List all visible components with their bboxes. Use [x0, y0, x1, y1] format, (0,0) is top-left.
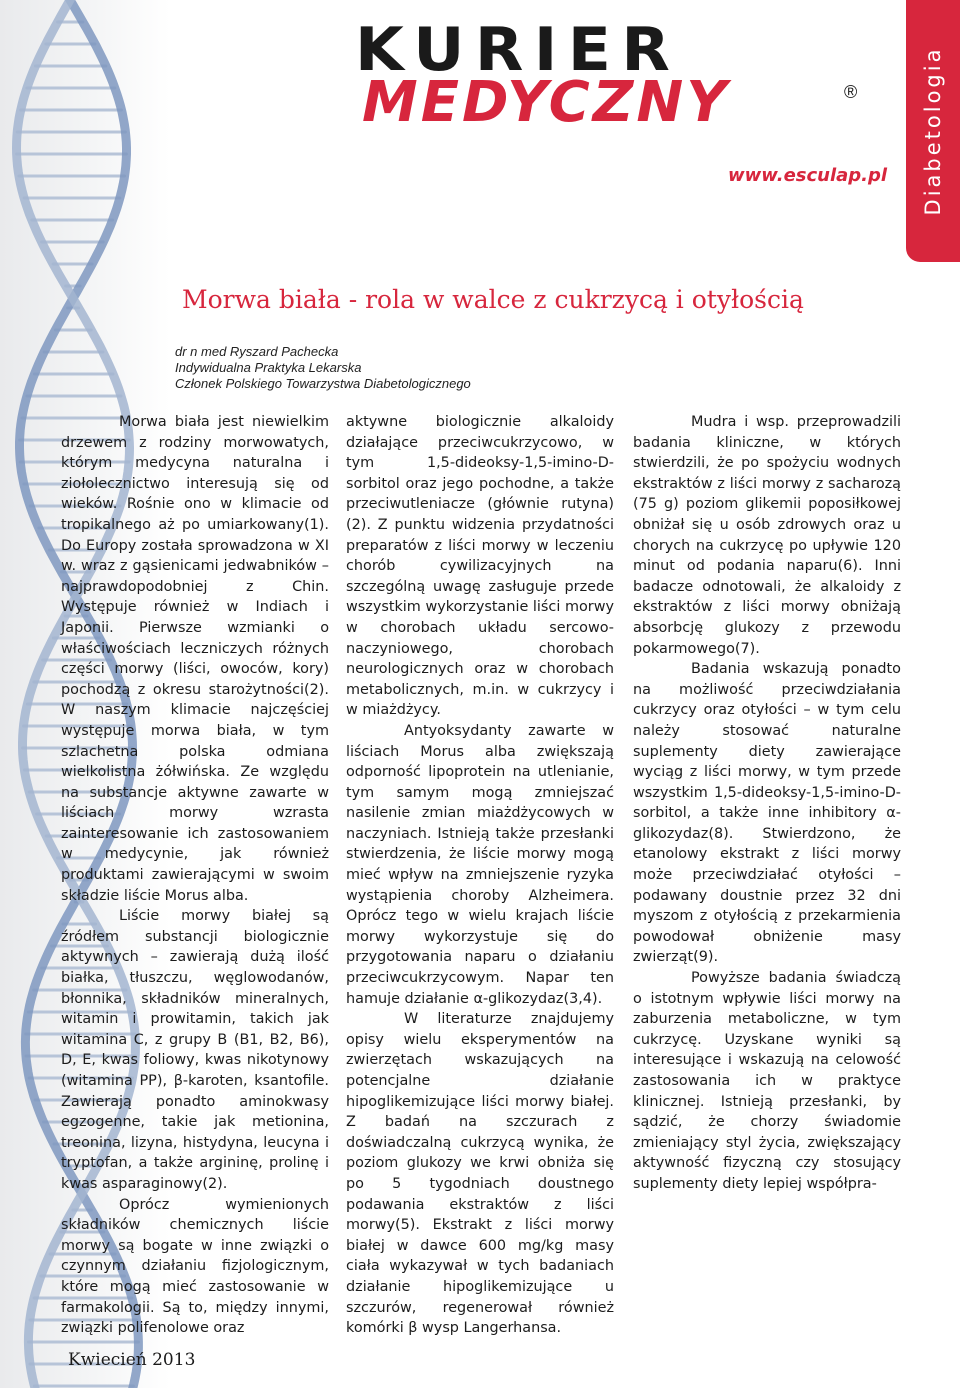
- paragraph: Antyoksydanty zawarte w liściach Morus alba zwiększają odporność lipoprotein na utlenianie, tym samym mogą zmniejszać nasilenie zmian miażdżycowych w naczyniach. Istnieją także przesłanki stwierdzenia, że liście morwy mogą mieć wpływ na zmniejszenie ryzyka wystąpienia choroby Alzheimera. Oprócz tego w wielu krajach liście morwy wykorzystuje się do przygotowania naparu o działaniu przeciwcukrzycowym. Napar ten hamuje działanie α-glikozydaz(3,4).: [346, 722, 614, 1007]
- paragraph: aktywne biologicznie alkaloidy działające przeciwcukrzycowo, w tym 1,5-dideoksy-1,5-imino-D-sorbitol oraz jego pochodne, a także przeciwutleniacze (głównie rutyna)(2). Z punktu widzenia przydatności preparatów z liści morwy w leczeniu chorób cywilizacyjnych na szczególną uwagę zasługuje przede wszystkim wykorzystanie liści morwy w chorobach układu sercowo-naczyniowego, chorobach neurologicznych oraz w chorobach metabolicznych, m.in. w cukrzycy i w miażdżycy.: [346, 414, 614, 719]
- article-column-1: [61, 412, 329, 1339]
- author-name: dr n med Ryszard Pachecka: [175, 344, 339, 359]
- article-title: Morwa biała - rola w walce z cukrzycą i otyłością: [182, 285, 804, 314]
- author-membership: Członek Polskiego Towarzystwa Diabetologicznego: [175, 376, 471, 391]
- author-affiliation: Indywidualna Praktyka Lekarska: [175, 360, 362, 375]
- registered-trademark-icon: ®: [844, 82, 858, 102]
- issue-date: Kwiecień 2013: [68, 1350, 196, 1370]
- article-column-2: [346, 412, 614, 1339]
- paragraph: Badania wskazują ponadto na możliwość przeciwdziałania cukrzycy oraz otyłości – w tym celu należy stosować naturalne suplementy diety zawierające wyciąg z liści morwy, w tym przede wszystkim 1,5-dideoksy-1,5-imino-D-sorbitol, a także inne inhibitory α-glikozydaz(8). Stwierdzono, że etanolowy ekstrakt z liści morwy może przeciwdziałać otyłości – podawany doustnie przez 32 dni myszom z otyłością z przekarmienia powodował obniżenie masy zwierząt(9).: [633, 661, 901, 966]
- article-column-3: [633, 412, 901, 1195]
- paragraph: W literaturze znajdujemy opisy wielu eksperymentów na zwierzętach wskazujących na potencjalne działanie hipoglikemizujące liści morwy białej. Z badań na szczurach z doświadczalną cukrzycą wynika, że poziom glukozy we krwi obniża się po 5 tygodniach doustnego podawania ekstraktów z liści morwy(5). Ekstrakt z liści morwy białej w dawce 600 mg/kg masy ciała wykazywał w tych badaniach działanie hipoglikemizujące u szczurów, regenerował również komórki β wysp Langerhansa.: [346, 1011, 614, 1337]
- masthead-medyczny: MEDYCZNY: [362, 70, 730, 135]
- paragraph: Oprócz wymienionych składników chemicznych liście morwy są bogate w inne związki o czynnym działaniu fizjologicznym, które mogą mieć zastosowanie w farmakologii. Są to, między innymi, związki polifenolowe oraz: [61, 1196, 329, 1337]
- author-block: [175, 344, 471, 392]
- paragraph: Morwa biała jest niewielkim drzewem z rodziny morwowatych, którym medycyna naturalna i ziołolecznictwo interesują się od wieków. Rośnie ono w klimacie od tropikalnego aż po umiarkowany(1). Do Europy została sprowadzona w XI w. wraz z gąsienicami jedwabników – najprawdopodobniej z Chin. Występuje również w Indiach i Japonii. Pierwsze wzmianki o właściwościach leczniczych różnych części morwy (liści, owoców, kory) pochodzą z okresu starożytności(2). W naszym klimacie najczęściej występuje morwa biała, w tym szlachetna polska odmiana wielkolistna żółwińska. Ze względu na substancje aktywne zawarte w liściach morwy wzrasta zainteresowanie ich zastosowaniem w medycynie, jak również produktami zawierającymi w swoim składzie liście Morus alba.: [61, 414, 329, 904]
- section-label: Diabetologia: [921, 46, 945, 216]
- masthead-kurier: KURIER: [355, 15, 681, 85]
- section-tab: [906, 0, 960, 262]
- paragraph: Powyższe badania świadczą o istotnym wpływie liści morwy na zaburzenia metaboliczne, w tym cukrzycę. Uzyskane wyniki są interesujące i wskazują na celowość zastosowania ich w praktyce klinicznej. Istnieją przesłanki, by sądzić, że chorzy świadomie zmieniający styl życia, zwiększający aktywność fizyczną czy stosujący suplementy diety lepiej współpra-: [633, 970, 901, 1192]
- website-url-link[interactable]: www.esculap.pl: [728, 165, 888, 186]
- paragraph: Liście morwy białej są źródłem substancji biologicznie aktywnych – zawierają dużą ilość białka, tłuszczu, węglowodanów, błonnika, składników mineralnych, witamin i prowitamin, takich jak witamina C, z grupy B (B1, B2, B6), D, E, kwas foliowy, kwas nikotynowy (witamina PP), β-karoten, ksantofile. Zawierają ponadto aminokwasy egzogenne, takie jak metionina, treonina, lizyna, histydyna, leucyna i tryptofan, a także argininę, prolinę i kwas asparaginowy(2).: [61, 908, 329, 1192]
- paragraph: Mudra i wsp. przeprowadzili badania kliniczne, w których stwierdzili, że po spożyciu wodnych ekstraktów z liści morwy z sacharozą (75 g) poziom glikemii poposiłkowej obniżał się u osób zdrowych oraz u chorych na cukrzycę po upływie 120 minut od podania naparu(6). Inni badacze odnotowali, że alkaloidy z ekstraktów z liści morwy obniżają absorbcję glukozy z przewodu pokarmowego(7).: [633, 414, 901, 657]
